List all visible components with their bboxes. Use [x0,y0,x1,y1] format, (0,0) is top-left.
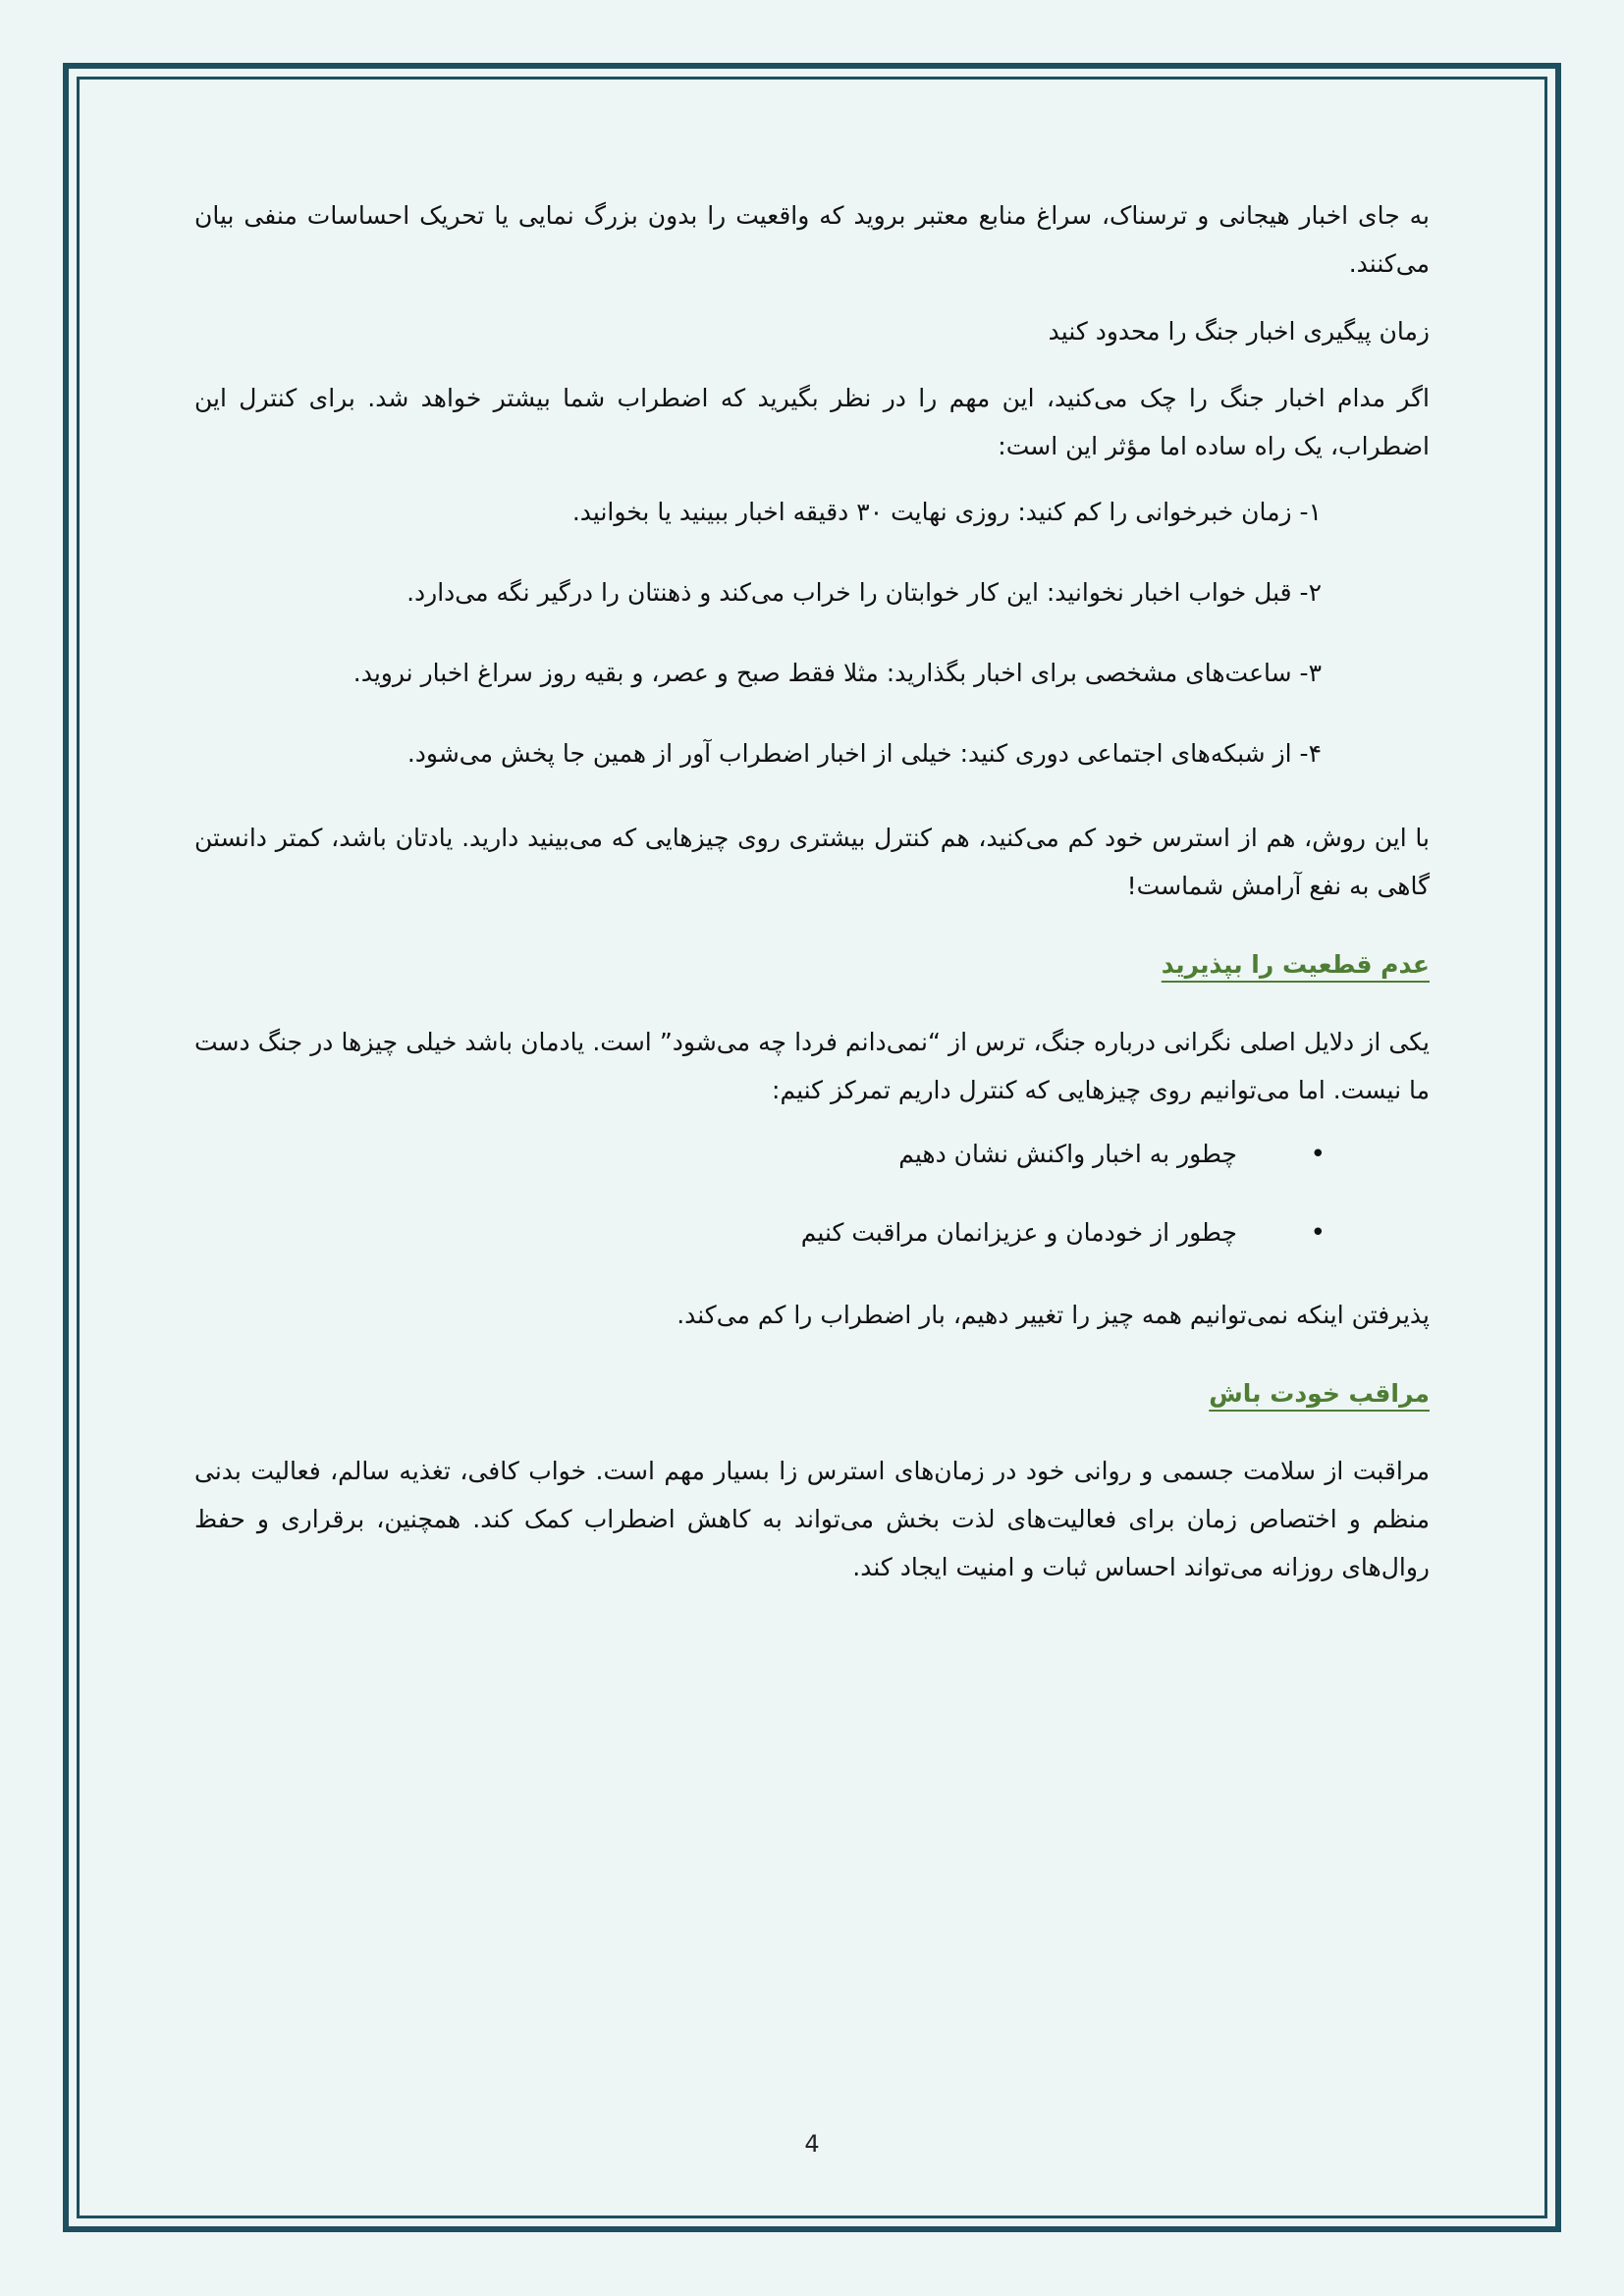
page-number: 4 [804,2130,820,2158]
paragraph-self-care: مراقبت از سلامت جسمی و روانی خود در زمان‌های استرس زا بسیار مهم است. خواب کافی، تغذیه سالم، فعالیت بدنی منظم و اختصاص زمان برای فعالیت‌های لذت بخش می‌تواند به کاهش اضطراب کمک کند. همچنین، برقراری و حفظ روال‌های روزانه می‌تواند احساس ثبات و امنیت ایجاد کند. [194,1457,1430,1581]
section-uncertainty [194,930,1430,1019]
section-heading-uncertainty: عدم قطعیت را بپذیرید [1161,950,1430,980]
document-body [194,192,1430,1611]
paragraph-limit-news-time: زمان پیگیری اخبار جنگ را محدود کنید [1048,316,1430,346]
numbered-item: ۴- از شبکه‌های اجتماعی دوری کنید: خیلی از اخبار اضطراب آور از همین جا پخش می‌شود. [406,738,1322,768]
bullet-list [194,1135,1430,1253]
numbered-item: ۳- ساعت‌های مشخصی برای اخبار بگذارید: مثلا فقط صبح و عصر، و بقیه روز سراغ اخبار نروید. [352,658,1322,687]
bullet-dot-icon: • [1310,1217,1326,1248]
bullet-dot-icon: • [1310,1139,1326,1169]
paragraph-summary: با این روش، هم از استرس خود کم می‌کنید، هم کنترل بیشتری روی چیزهایی که می‌بینید دارید. یادتان باشد، کمتر دانستن گاهی به نفع آرامش شماست! [194,823,1430,900]
paragraph-reliable-sources: به جای اخبار هیجانی و ترسناک، سراغ منابع معتبر بروید که واقعیت را بدون بزرگ نمایی یا تحریک احساسات منفی بیان می‌کنند. [194,201,1430,278]
paragraph-news-anxiety: اگر مدام اخبار جنگ را چک می‌کنید، این مهم را در نظر بگیرید که اضطراب شما بیشتر خواهد شد. برای کنترل این اضطراب، یک راه ساده اما مؤثر این است: [194,384,1430,460]
numbered-item: ۱- زمان خبرخوانی را کم کنید: روزی نهایت ۳۰ دقیقه اخبار ببینید یا بخوانید. [571,497,1322,526]
paragraph-uncertainty-intro: یکی از دلایل اصلی نگرانی درباره جنگ، ترس از “نمی‌دانم فردا چه می‌شود” است. یادمان باشد خیلی چیزها در جنگ دست ما نیست. اما می‌توانیم روی چیزهایی که کنترل داریم تمرکز کنیم: [194,1028,1430,1104]
numbered-item: ۲- قبل خواب اخبار نخوانید: این کار خوابتان را خراب می‌کند و ذهنتان را درگیر نگه می‌دارد. [406,577,1322,607]
bullet-item [194,1213,1430,1253]
bullet-item [194,1135,1430,1174]
bullet-text: چطور به اخبار واکنش نشان دهیم [898,1139,1237,1168]
section-self-care [194,1359,1430,1448]
section-heading-self-care: مراقب خودت باش [1209,1379,1430,1409]
paragraph-uncertainty-closing: پذیرفتن اینکه نمی‌توانیم همه چیز را تغییر دهیم، بار اضطراب را کم می‌کند. [677,1300,1430,1329]
bullet-text: چطور از خودمان و عزیزانمان مراقبت کنیم [800,1217,1237,1247]
numbered-list [194,493,1430,774]
